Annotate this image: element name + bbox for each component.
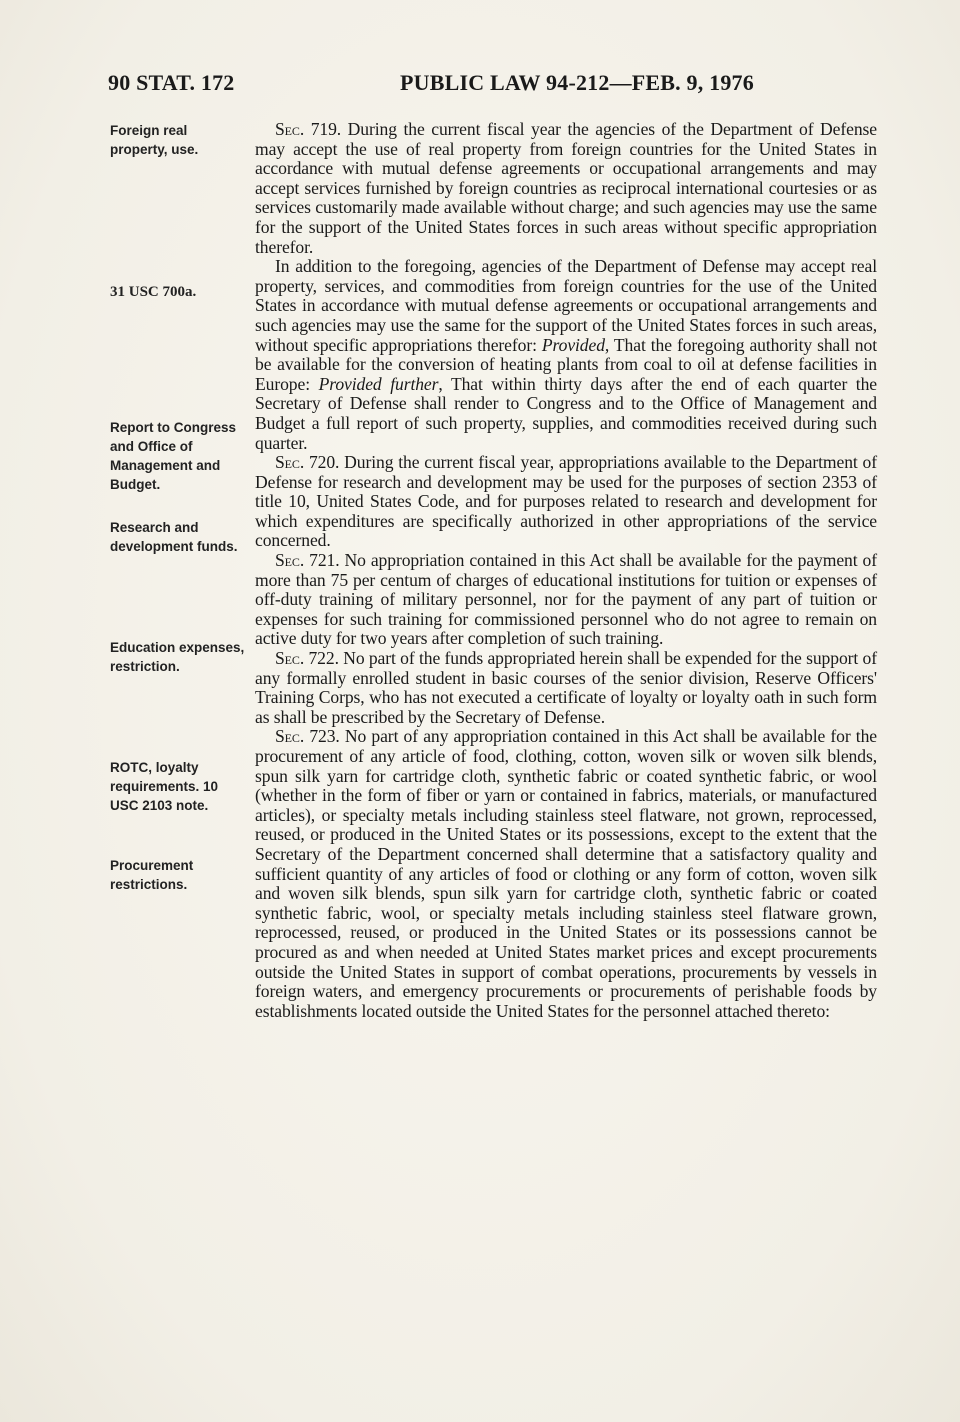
- section-text: 722. No part of the funds appropriated herein shall be expended for the support of any formally enrolled student in basic courses of the senior division, Reserve Officers' Training Corps, who has not executed a certificate of loyalty or loyalty oath in such form as shall be prescribed by the Secretary of Defense.: [255, 648, 877, 727]
- section-text: , That within thirty days after the end of each quarter the Secretary of Defense shall render to Congress and to the Office of Management and Budget a full report of such property, supplies, and commodities received during such quarter.: [255, 373, 877, 453]
- margin-note-31-usc-700a: 31 USC 700a.: [110, 284, 197, 300]
- statute-body: [255, 120, 877, 1021]
- section-text: 723. No part of any appropriation contained in this Act shall be available for the procurement of any article of food, clothing, cotton, woven silk or woven silk blends, spun silk yarn for cartridge cloth, synthetic fabric or coated synthetic fabric, or wool (whether in the form of fiber or yarn or contained in fabrics, materials, or manufactured articles), or specialty metals including stainless steel flatware, not grown, reprocessed, reused, or produced in the United States or its possessions, except to the extent that the Secretary of the Department concerned shall determine that a satisfactory quality and sufficient quantity of any articles of food or clothing or any form of cotton, woven silk and woven silk blends, spun silk yarn for cartridge cloth, synthetic fabric or coated synthetic fabric, wool, or specialty metals including stainless steel flatware grown, reprocessed, reused, or produced in the United States or its possessions cannot be procured as and when needed at United States market prices and except procurements outside the United States in support of combat operations, procurements by vessels in foreign waters, and emergency procurements or procurements of perishable foods by establishments located outside the United States for the personnel attached thereto:: [255, 726, 877, 1021]
- margin-note-education-expenses: Education expenses, restriction.: [110, 640, 245, 674]
- section-text: 720. During the current fiscal year, appropriations available to the Department of Defense for research and development may be used for the purposes of section 2353 of title 10, United States Code, and for purposes related to research and development for which expenditures are specifically authorized in other appropriations of the service concerned.: [255, 452, 877, 551]
- section-721: [255, 551, 877, 649]
- section-label: Sec.: [275, 726, 305, 747]
- margin-note-procurement-restrictions: Procurement restrictions.: [110, 858, 194, 892]
- page-header: [108, 70, 878, 100]
- section-719-addition: [255, 257, 877, 453]
- section-label: Sec.: [275, 550, 305, 571]
- provided-further-term: Provided further: [318, 373, 439, 394]
- section-text: 719. During the current fiscal year the agencies of the Department of Defense may accept the use of real property from foreign countries for the United States in accordance with mutual defense agreements or occupational arrangements and may accept services furnished by foreign countries as reciprocal international courtesies or as services customarily made available without charge; and such agencies may use the same for the support of the United States forces in such areas without specific appropriation therefor.: [255, 119, 877, 257]
- section-label: Sec.: [275, 648, 305, 669]
- section-720: [255, 453, 877, 551]
- margin-note-rotc-loyalty: ROTC, loyalty requirements. 10 USC 2103 note.: [110, 760, 219, 813]
- section-label: Sec.: [275, 119, 305, 139]
- section-723: [255, 727, 877, 1021]
- section-text: In addition to the foregoing, agencies of the Department of Defense may accept real property, services, and commodities from foreign countries for the use of the United States in accordance with mutual defense agreements or occupational arrangements and such agencies may use the same for the support of the United States forces in such areas, without specific appropriations therefor:: [255, 256, 877, 355]
- section-719: [255, 120, 877, 257]
- public-law-title: PUBLIC LAW 94-212—FEB. 9, 1976: [400, 70, 754, 95]
- statute-page-number: 90 STAT. 172: [108, 70, 235, 95]
- margin-note-report-to-congress: Report to Congress and Office of Management and Budget.: [110, 420, 237, 492]
- section-label: Sec.: [275, 452, 305, 473]
- section-722: [255, 649, 877, 727]
- provided-term: Provided: [541, 334, 605, 355]
- section-text: , That the foregoing authority shall not be available for the conversion of heating plants from coal to oil at defense facilities in Europe:: [255, 334, 877, 394]
- margin-note-research-development: Research and development funds.: [110, 520, 238, 554]
- margin-note-foreign-real-property: Foreign real property, use.: [110, 123, 199, 157]
- section-text: 721. No appropriation contained in this Act shall be available for the payment of more than 75 per centum of charges of educational institutions for tuition or expenses of off-duty training of military personnel, nor for the payment of any part of tuition or expenses for such training for commissioned personnel who do not agree to remain on active duty for two years after completion of such training.: [255, 550, 877, 649]
